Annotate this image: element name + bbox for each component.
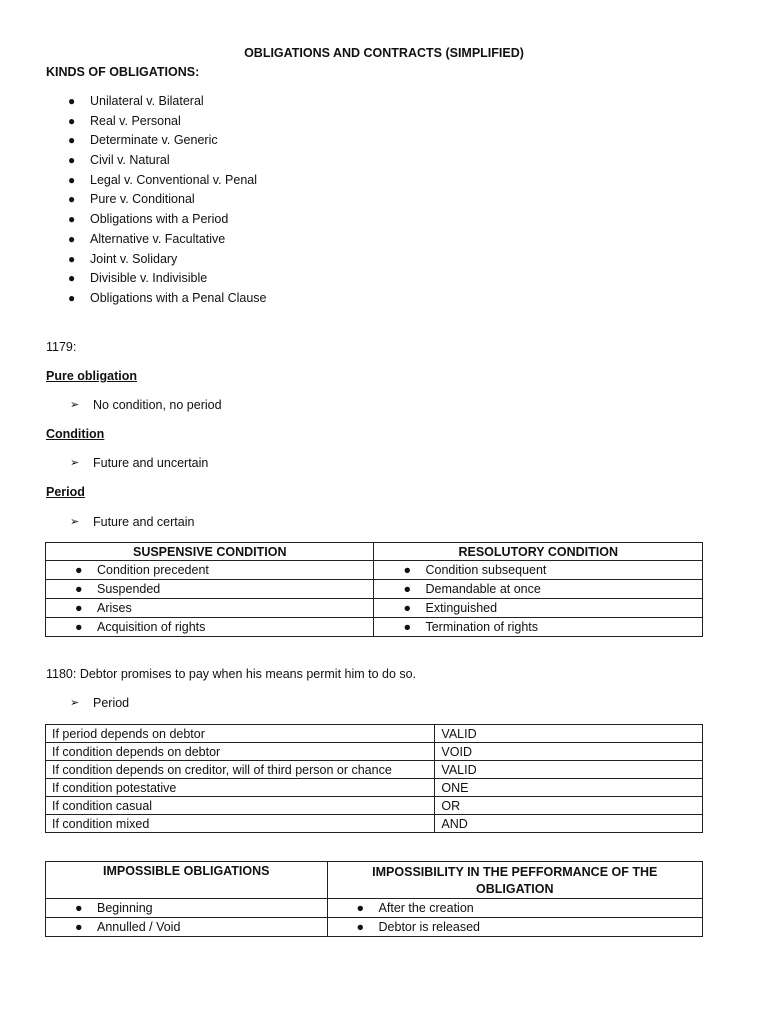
pure-obligation-point: No condition, no period xyxy=(93,398,222,412)
period-point: Future and certain xyxy=(93,515,195,529)
table-cell: ● Arises xyxy=(46,599,374,618)
table-header: SUSPENSIVE CONDITION xyxy=(46,543,374,561)
table-cell: VOID xyxy=(435,743,703,761)
table-header: RESOLUTORY CONDITION xyxy=(374,543,703,561)
list-item: ● Civil v. Natural xyxy=(46,151,267,171)
bullet-icon: ● xyxy=(75,563,83,577)
list-item: ● Pure v. Conditional xyxy=(46,190,267,210)
bullet-icon: ● xyxy=(68,172,76,187)
table-cell: ● Debtor is released xyxy=(327,918,702,937)
table-cell: ● Suspended xyxy=(46,580,374,599)
article-1179-label: 1179: xyxy=(46,340,77,354)
bullet-icon: ● xyxy=(68,212,76,227)
bullet-icon: ● xyxy=(75,582,83,596)
list-item: ● Obligations with a Penal Clause xyxy=(46,289,267,309)
arrow-bullet-icon: ➢ xyxy=(70,399,80,411)
list-item: ● Determinate v. Generic xyxy=(46,131,267,151)
bullet-icon: ● xyxy=(403,563,412,577)
table-cell: ● Annulled / Void xyxy=(46,918,328,937)
bullet-icon: ● xyxy=(68,192,76,207)
bullet-icon: ● xyxy=(75,901,83,915)
bullet-icon: ● xyxy=(75,601,83,615)
validity-table xyxy=(45,724,703,833)
table-header: IMPOSSIBLE OBLIGATIONS xyxy=(46,862,328,899)
list-item: ● Legal v. Conventional v. Penal xyxy=(46,171,267,191)
condition-point: Future and uncertain xyxy=(93,456,209,470)
list-item: ● Real v. Personal xyxy=(46,112,267,132)
arrow-bullet-icon: ➢ xyxy=(70,457,80,469)
list-item: ● Obligations with a Period xyxy=(46,210,267,230)
bullet-icon: ● xyxy=(68,251,76,266)
bullet-icon: ● xyxy=(356,920,365,934)
bullet-icon: ● xyxy=(68,113,76,128)
table-row xyxy=(46,561,703,580)
table-cell: If condition casual xyxy=(46,797,435,815)
arrow-bullet-icon: ➢ xyxy=(70,697,80,709)
bullet-icon: ● xyxy=(68,133,76,148)
bullet-icon: ● xyxy=(68,271,76,286)
list-item: ● Alternative v. Facultative xyxy=(46,230,267,250)
kinds-list xyxy=(46,92,267,309)
table-cell: ● Beginning xyxy=(46,899,328,918)
list-item: ● Joint v. Solidary xyxy=(46,250,267,270)
table-cell: VALID xyxy=(435,761,703,779)
table-cell: If condition depends on debtor xyxy=(46,743,435,761)
table-cell: ● Termination of rights xyxy=(374,618,703,637)
table-cell: VALID xyxy=(435,725,703,743)
table-cell: ● Extinguished xyxy=(374,599,703,618)
table-cell: If condition mixed xyxy=(46,815,435,833)
bullet-icon: ● xyxy=(75,920,83,934)
table-row xyxy=(46,618,703,637)
table-cell: If condition depends on creditor, will of third person or chance xyxy=(46,761,435,779)
table-header: IMPOSSIBILITY IN THE PEFFORMANCE OF THE OBLIGATION xyxy=(327,862,702,899)
bullet-icon: ● xyxy=(68,290,76,305)
table-row xyxy=(46,797,703,815)
table-cell: ● Condition subsequent xyxy=(374,561,703,580)
arrow-bullet-icon: ➢ xyxy=(70,516,80,528)
table-cell: OR xyxy=(435,797,703,815)
page-title: OBLIGATIONS AND CONTRACTS (SIMPLIFIED) xyxy=(244,46,524,60)
condition-heading: Condition xyxy=(46,427,105,441)
list-item: ● Unilateral v. Bilateral xyxy=(46,92,267,112)
table-row xyxy=(46,761,703,779)
pure-obligation-heading: Pure obligation xyxy=(46,369,137,383)
impossible-table xyxy=(45,861,703,937)
table-row xyxy=(46,918,703,937)
table-cell: ● Acquisition of rights xyxy=(46,618,374,637)
article-1180-point: Period xyxy=(93,696,130,710)
list-item: ● Divisible v. Indivisible xyxy=(46,269,267,289)
bullet-icon: ● xyxy=(68,231,76,246)
table-cell: If period depends on debtor xyxy=(46,725,435,743)
conditions-table xyxy=(45,542,703,637)
bullet-icon: ● xyxy=(403,601,412,615)
bullet-icon: ● xyxy=(68,94,76,108)
table-cell: AND xyxy=(435,815,703,833)
bullet-icon: ● xyxy=(68,153,76,168)
table-row xyxy=(46,815,703,833)
table-cell: If condition potestative xyxy=(46,779,435,797)
bullet-icon: ● xyxy=(403,620,412,634)
table-cell: ● Condition precedent xyxy=(46,561,374,580)
table-row xyxy=(46,899,703,918)
table-row xyxy=(46,779,703,797)
period-heading: Period xyxy=(46,485,85,499)
table-row xyxy=(46,743,703,761)
kinds-heading: KINDS OF OBLIGATIONS: xyxy=(46,65,200,79)
bullet-icon: ● xyxy=(356,901,365,915)
article-1180-label: 1180: Debtor promises to pay when his means permit him to do so. xyxy=(46,667,417,681)
bullet-icon: ● xyxy=(403,582,412,596)
table-cell: ● After the creation xyxy=(327,899,702,918)
table-cell: ONE xyxy=(435,779,703,797)
table-row xyxy=(46,580,703,599)
table-cell: ● Demandable at once xyxy=(374,580,703,599)
bullet-icon: ● xyxy=(75,620,83,634)
table-row xyxy=(46,725,703,743)
table-row xyxy=(46,599,703,618)
